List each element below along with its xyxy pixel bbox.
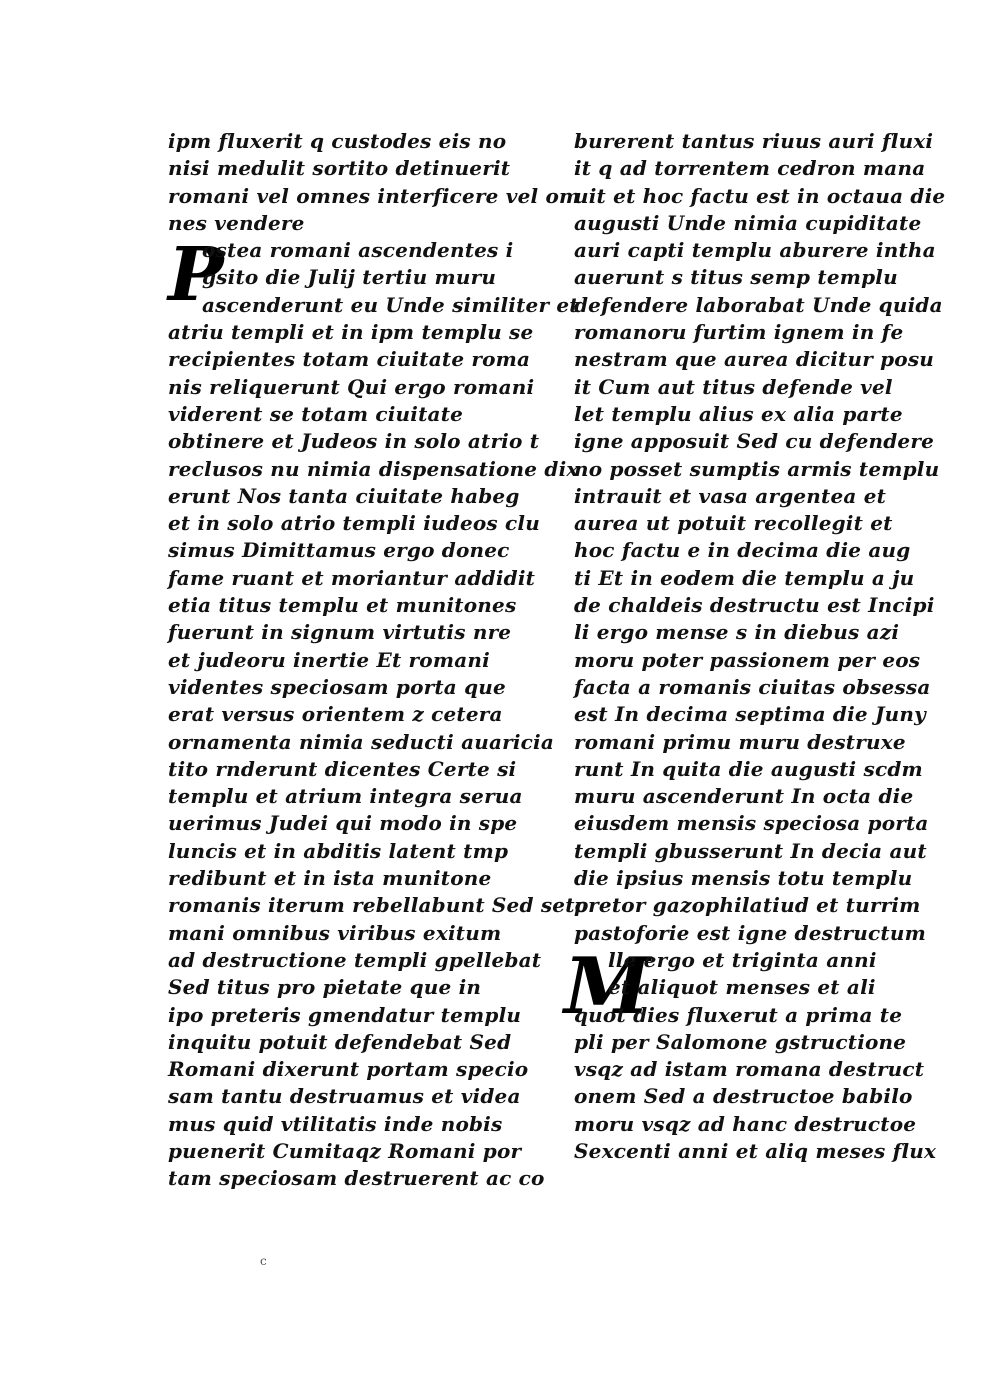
stray-ink-mark: c — [260, 1254, 267, 1268]
manuscript-line: romanis iterum rebellabunt Sed seto — [168, 893, 589, 918]
manuscript-line: templu et atrium integra serua — [168, 784, 523, 809]
manuscript-line: atriu templi et in ipm templu se — [168, 320, 534, 345]
manuscript-line: mus quid vtilitatis inde nobis — [168, 1111, 503, 1136]
manuscript-line: augusti Unde nimia cupiditate — [574, 210, 922, 235]
manuscript-line: let templu alius ex alia parte — [574, 401, 903, 426]
manuscript-line: eiusdem mensis speciosa porta — [574, 811, 929, 836]
manuscript-line: recipientes totam ciuitate roma — [168, 347, 531, 372]
manuscript-line: tito rnderunt dicentes Certe si — [168, 756, 517, 781]
manuscript-line: ipo preteris gmendatur templu — [168, 1002, 522, 1027]
manuscript-line: luncis et in abditis latent tmp — [168, 838, 509, 863]
manuscript-line: et in solo atrio templi iudeos clu — [168, 511, 540, 536]
manuscript-line: sam tantu destruamus et videa — [168, 1084, 521, 1109]
manuscript-line: onem Sed a destructoe babilo — [574, 1084, 913, 1109]
manuscript-line: reclusos nu nimia dispensatione dix — [168, 456, 579, 481]
manuscript-line: templi gbusserunt In decia aut — [574, 838, 927, 863]
manuscript-line: muru ascenderunt In octa die — [574, 784, 914, 809]
manuscript-line: de chaldeis destructu est Incipi — [574, 593, 935, 618]
manuscript-line: Sexcenti anni et aliq meses flux — [574, 1138, 937, 1163]
manuscript-line: nis reliquerunt Qui ergo romani — [168, 374, 535, 399]
manuscript-line: hoc factu e in decima die aug — [574, 538, 911, 563]
manuscript-line: redibunt et in ista munitone — [168, 866, 492, 891]
manuscript-line: puenerit Cumitaqz Romani por — [168, 1138, 522, 1163]
manuscript-line: romani primu muru destruxe — [574, 729, 906, 754]
manuscript-line: uit et hoc factu est in octaua die — [574, 183, 946, 208]
manuscript-line: romani vel omnes interficere vel om — [168, 183, 581, 208]
manuscript-line: pli per Salomone gstructione — [574, 1029, 907, 1054]
manuscript-line: it Cum aut titus defende vel — [574, 374, 893, 399]
left-text-column — [168, 128, 589, 1193]
manuscript-line: ascenderunt eu Unde similiter et — [202, 292, 579, 317]
manuscript-line: defendere laborabat Unde quida — [574, 292, 943, 317]
manuscript-line: moru vsqz ad hanc destructoe — [574, 1111, 917, 1136]
manuscript-line: inquitu potuit defendebat Sed — [168, 1029, 512, 1054]
manuscript-line: videntes speciosam porta que — [168, 674, 506, 699]
manuscript-line: pretor gazophilatiud et turrim — [574, 893, 921, 918]
manuscript-line: viderent se totam ciuitate — [168, 401, 464, 426]
manuscript-line: gsito die Julij tertiu muru — [202, 265, 497, 290]
decorated-initial-left: P — [168, 232, 224, 318]
manuscript-line: nisi medulit sortito detinuerit — [168, 156, 511, 181]
manuscript-line: Romani dixerunt portam specio — [168, 1057, 529, 1082]
manuscript-line: li ergo mense s in diebus azi — [574, 620, 900, 645]
manuscript-line: moru poter passionem per eos — [574, 647, 921, 672]
manuscript-line: ad destructione templi gpellebat — [168, 947, 542, 972]
manuscript-line: it q ad torrentem cedron mana — [574, 156, 926, 181]
manuscript-line: die ipsius mensis totu templu — [574, 866, 913, 891]
manuscript-line: simus Dimittamus ergo donec — [168, 538, 510, 563]
manuscript-line: runt In quita die augusti scdm — [574, 756, 923, 781]
manuscript-line: ipm fluxerit q custodes eis no — [168, 129, 507, 153]
manuscript-line: romanoru furtim ignem in fe — [574, 320, 904, 345]
manuscript-line: erat versus orientem z cetera — [168, 702, 503, 727]
manuscript-line: erunt Nos tanta ciuitate habeg — [168, 483, 520, 508]
manuscript-line: auri capti templu aburere intha — [574, 238, 936, 263]
manuscript-line: fuerunt in signum virtutis nre — [168, 620, 512, 645]
manuscript-line: nes vendere — [168, 210, 305, 235]
manuscript-line: aurea ut potuit recollegit et — [574, 511, 893, 536]
manuscript-line: est In decima septima die Juny — [574, 702, 926, 727]
right-text-column — [574, 128, 946, 1165]
manuscript-line: igne apposuit Sed cu defendere — [574, 429, 935, 454]
manuscript-line: vsqz ad istam romana destruct — [574, 1057, 925, 1082]
manuscript-line: nestram que aurea dicitur posu — [574, 347, 935, 372]
manuscript-line: intrauit et vasa argentea et — [574, 483, 887, 508]
decorated-initial-right: M — [564, 941, 651, 1032]
manuscript-line: Sed titus pro pietate que in — [168, 975, 482, 1000]
manuscript-line: ostea romani ascendentes i — [202, 238, 514, 263]
manuscript-line: burerent tantus riuus auri fluxi — [574, 129, 934, 153]
manuscript-line: pastoforie est igne destructum — [574, 920, 926, 945]
manuscript-line: etia titus templu et munitones — [168, 593, 517, 618]
manuscript-line: lle ergo et triginta anni — [608, 947, 877, 972]
manuscript-line: quot dies fluxerut a prima te — [574, 1002, 903, 1027]
manuscript-line: mani omnibus viribus exitum — [168, 920, 502, 945]
manuscript-line: et judeoru inertie Et romani — [168, 647, 490, 672]
manuscript-line: et aliquot menses et ali — [608, 975, 876, 1000]
manuscript-line: ti Et in eodem die templu a ju — [574, 565, 915, 590]
manuscript-line: fame ruant et moriantur addidit — [168, 565, 536, 590]
manuscript-line: no posset sumptis armis templu — [574, 456, 940, 481]
manuscript-line: obtinere et Judeos in solo atrio t — [168, 429, 540, 454]
manuscript-line: auerunt s titus semp templu — [574, 265, 898, 290]
manuscript-line: uerimus Judei qui modo in spe — [168, 811, 518, 836]
manuscript-line: tam speciosam destruerent ac co — [168, 1166, 545, 1191]
manuscript-line: ornamenta nimia seducti auaricia — [168, 729, 554, 754]
manuscript-line: facta a romanis ciuitas obsessa — [574, 674, 931, 699]
